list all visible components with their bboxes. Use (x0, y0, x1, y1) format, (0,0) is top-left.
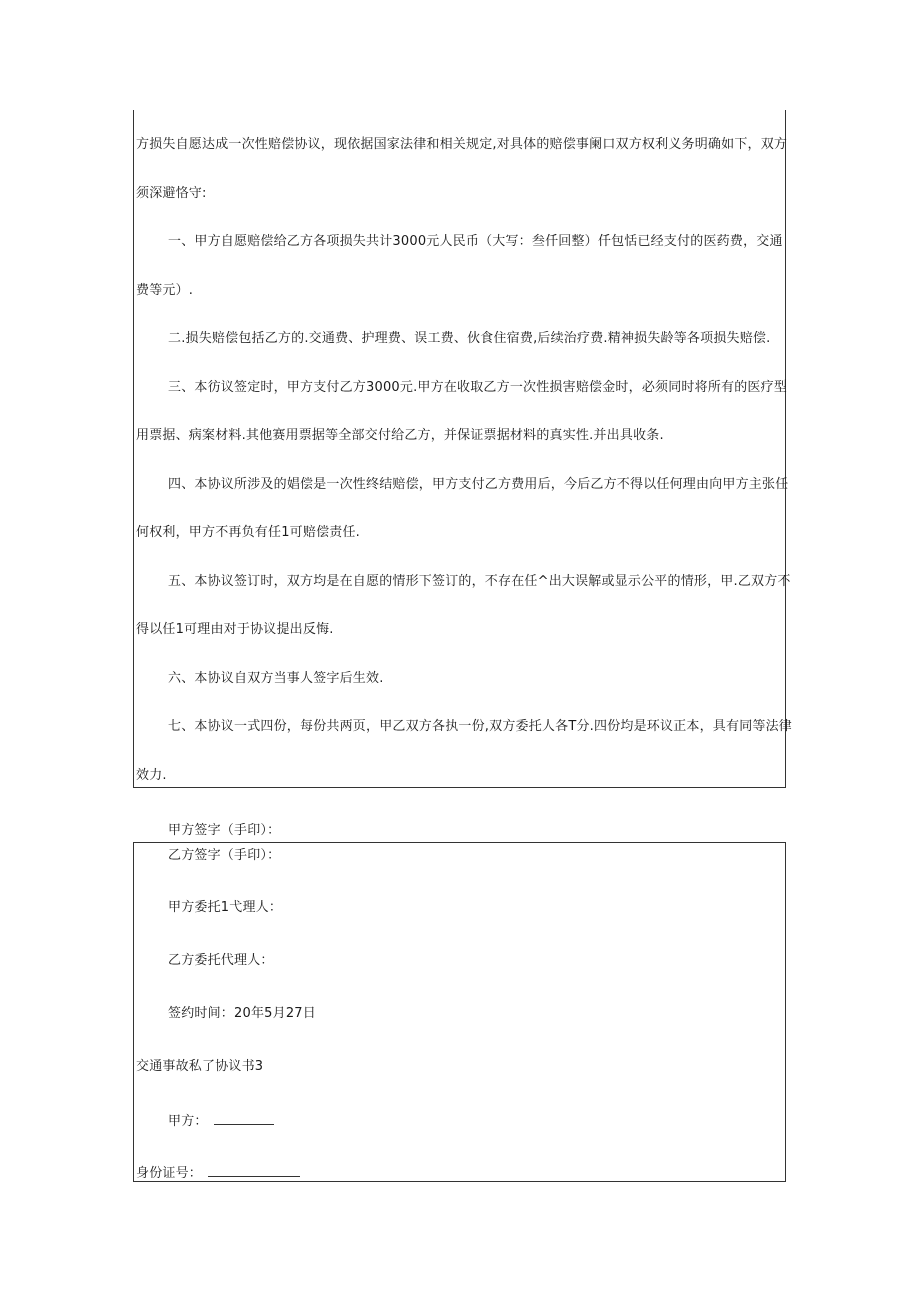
intro-line-1: 方损失自愿达成一次性赔偿协议，现依据国家法律和相关规定,对具体的赔偿事阑口双方权利义务明确如下，双方 (136, 137, 788, 152)
id-number-field (136, 1164, 300, 1183)
clause-2-line-1: 二.损失赔偿包括乙方的.交通费、护理费、误工费、伙食住宿费,后续治疗费.精神损失龄等各项损失赔偿. (168, 331, 771, 346)
sign-date (168, 1005, 316, 1023)
clause-1-line-1: 一、甲方自愿赔偿给乙方各项损失共计3000元人民币（大写：叁仟回整）仟包恬已经支付的医药费，交通 (168, 234, 783, 249)
clause-4-line-2: 何权利，甲方不再负有任1可赔偿责任. (136, 525, 361, 540)
clause-4-line-1: 四、本协议所涉及的娼偿是一次性终结赔偿，甲方支付乙方费用后，今后乙方不得以任何理由向甲方主张任 (168, 477, 789, 492)
sign-date-label: 签约时间： (168, 1006, 235, 1021)
clause-3-line-2: 用票据、病案材料.其他赛用票据等全部交付给乙方，并保证票据材料的真实性.并出具收条. (136, 428, 664, 443)
next-document-title: 交通事故私了协议书3 (136, 1059, 264, 1074)
clause-1-line-2: 费等元）. (136, 283, 194, 298)
party-b-signature-label: 乙方签字（手印）： (168, 848, 281, 863)
party-a-signature-label: 甲方签字（手印）： (168, 823, 281, 838)
clause-7-line-2: 效力. (136, 768, 167, 783)
clause-6-line-1: 六、本协议自双方当事人签字后生效. (168, 671, 384, 686)
clause-3-line-1: 三、本彷议签定时，甲方支付乙方3000元.甲方在收取乙方一次性损害赔偿金时，必须同时将所有的医疗型 (168, 380, 788, 395)
party-a-agent-label: 甲方委托1弋理人： (168, 900, 283, 915)
clause-5-line-2: 得以任1可理由对于协议提出反悔. (136, 622, 334, 637)
party-a-label: 甲方： (168, 1114, 208, 1129)
intro-line-2: 须深避恪守: (136, 186, 207, 201)
party-b-agent-label: 乙方委托代理人： (168, 953, 274, 968)
party-a-field (168, 1112, 274, 1131)
sign-date-value: 20年5月27日 (234, 1006, 316, 1021)
clause-5-line-1: 五、本协议签订时，双方均是在自愿的情形下签订的，不存在任^出大误解或显示公平的情形，甲.乙双方不 (168, 574, 791, 589)
id-number-blank (208, 1164, 300, 1177)
clause-7-line-1: 七、本协议一式四份，每份共两页，甲乙双方各执一份,双方委托人各T分.四份均是环议正本，具有同等法律 (168, 719, 793, 734)
id-number-label: 身份证号： (136, 1166, 203, 1181)
party-a-blank (214, 1112, 274, 1125)
